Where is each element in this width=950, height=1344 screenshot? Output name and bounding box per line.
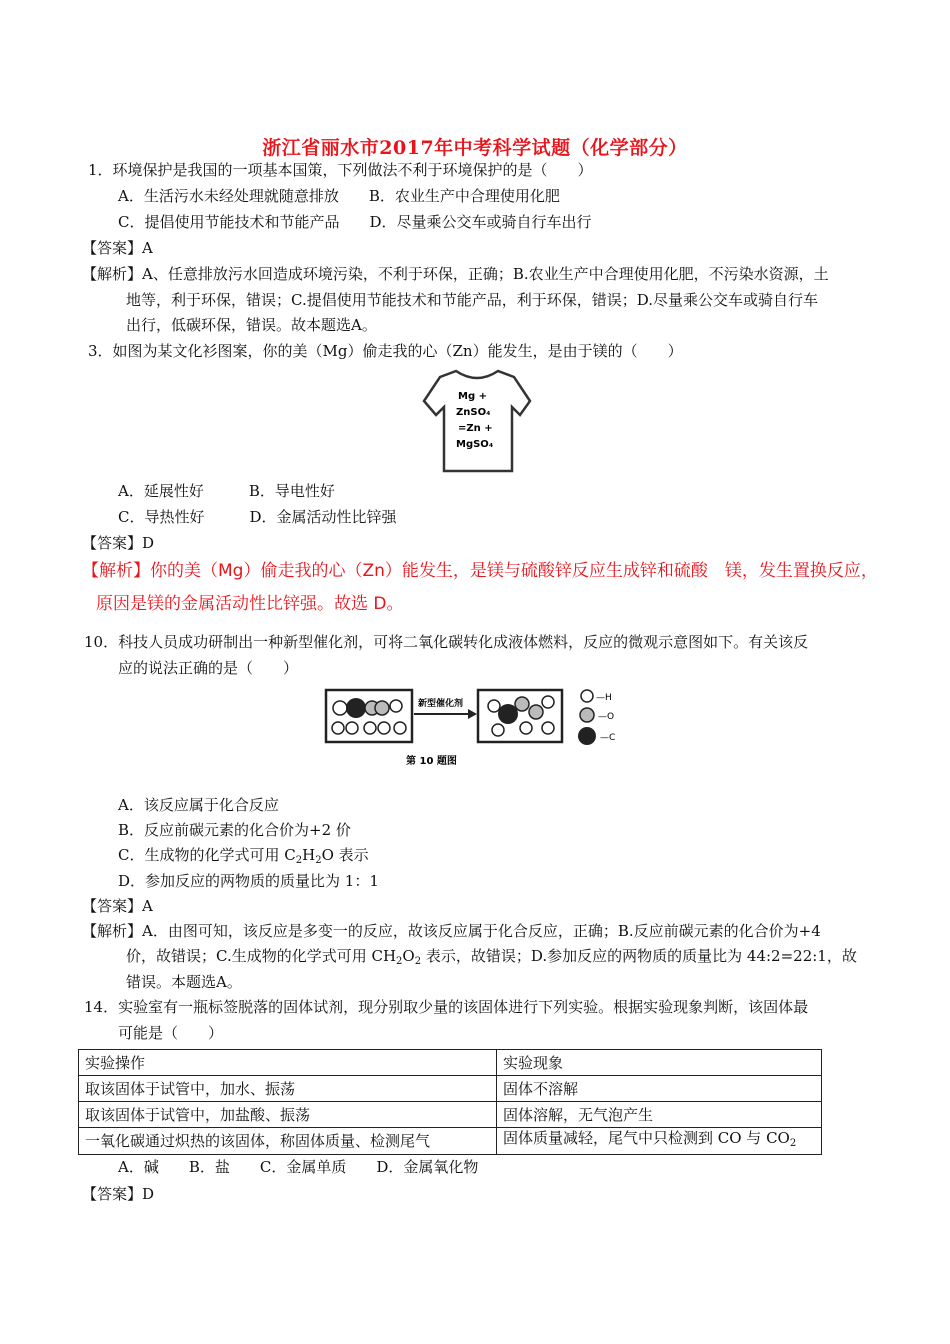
table-cell: 固体质量减轻，尾气中只检测到 CO 与 $CO_2$	[497, 1128, 822, 1155]
reaction-diagram	[322, 684, 632, 774]
q14-options: A．碱 B．盐 C．金属单质 D．金属氧化物	[118, 1158, 479, 1176]
q3-answer: 【答案】D	[82, 534, 155, 552]
table-cell: 一氧化碳通过炽热的该固体，称固体质量、检测尾气	[79, 1128, 497, 1155]
q1-stem: 1．环境保护是我国的一项基本国策，下列做法不利于环境保护的是（ ）	[88, 161, 593, 179]
table-cell: 取该固体于试管中，加盐酸、振荡	[79, 1102, 497, 1128]
q14-stem-line2: 可能是（ ）	[118, 1024, 224, 1042]
q3-options-cd: C．导热性好 D．金属活动性比锌强	[118, 508, 397, 526]
tshirt-figure	[420, 367, 532, 475]
table-row	[79, 1128, 822, 1155]
q3-analysis-line2: 原因是镁的金属活动性比锌强。故选 D。	[96, 594, 404, 614]
arrow-label: 新型催化剂	[418, 699, 464, 709]
legend-c: —C	[600, 733, 616, 743]
q10-stem-line1: 10．科技人员成功研制出一种新型催化剂，可将二氧化碳转化成液体燃料，反应的微观示意图如下。有关该反	[84, 633, 809, 651]
table-row	[79, 1076, 822, 1102]
q3-stem: 3．如图为某文化衫图案，你的美（Mg）偷走我的心（Zn）能发生，是由于镁的（ ）	[88, 342, 683, 360]
q1-options-cd: C．提倡使用节能技术和节能产品 D．尽量乘公交车或骑自行车出行	[118, 213, 592, 231]
shirt-line-3: =Zn +	[458, 423, 493, 434]
q10-stem-line2: 应的说法正确的是（ ）	[118, 659, 299, 677]
table-cell: 固体不溶解	[497, 1076, 822, 1102]
shirt-line-1: Mg +	[458, 391, 487, 402]
q10-option-c: C．生成物的化学式可用 $C_2H_2O$ 表示	[118, 846, 369, 866]
shirt-line-2: ZnSO₄	[456, 407, 491, 418]
legend-o: —O	[598, 712, 615, 722]
legend-h: —H	[596, 693, 612, 703]
q10-analysis-line1: 【解析】A．由图可知，该反应是多变一的反应，故该反应属于化合反应，正确；B.反应前碳元素的化合价为+4	[82, 922, 821, 940]
q1-options-ab: A．生活污水未经处理就随意排放 B．农业生产中合理使用化肥	[118, 187, 560, 205]
q1-answer: 【答案】A	[82, 239, 153, 257]
q14-answer: 【答案】D	[82, 1185, 155, 1203]
q10-option-d: D．参加反应的两物质的质量比为 1：1	[118, 872, 379, 890]
table-cell: 取该固体于试管中，加水、振荡	[79, 1076, 497, 1102]
q10-analysis-line3: 错误。本题选A。	[126, 973, 242, 991]
table-header: 实验现象	[497, 1050, 822, 1076]
q1-analysis-line3: 出行，低碳环保，错误。故本题选A。	[126, 316, 377, 334]
q10-option-a: A．该反应属于化合反应	[118, 796, 279, 814]
table-header: 实验操作	[79, 1050, 497, 1076]
q10-analysis-line2: 价，故错误；C.生成物的化学式可用 $CH_2O_2$ 表示，故错误；D.参加反应的两物质的质量比为 44:2=22:1，故	[126, 947, 857, 967]
q3-options-ab: A．延展性好 B．导电性好	[118, 482, 335, 500]
table-header-row	[79, 1050, 822, 1076]
q1-analysis-line2: 地等，利于环保，错误；C.提倡使用节能技术和节能产品，利于环保，错误；D.尽量乘公交车或骑自行车	[126, 291, 818, 309]
page-title: 浙江省丽水市2017年中考科学试题（化学部分）	[262, 137, 688, 159]
q1-analysis-line1: 【解析】A、任意排放污水回造成环境污染，不利于环保，正确；B.农业生产中合理使用化肥，不污染水资源，土	[82, 265, 829, 283]
q3-analysis-line1: 【解析】你的美（Mg）偷走我的心（Zn）能发生，是镁与硫酸锌反应生成锌和硫酸 镁，发生置换反应，	[82, 561, 878, 581]
table-row	[79, 1102, 822, 1128]
figure-caption: 第 10 题图	[406, 756, 457, 767]
q10-option-b: B．反应前碳元素的化合价为+2 价	[118, 821, 351, 839]
q14-stem-line1: 14．实验室有一瓶标签脱落的固体试剂，现分别取少量的该固体进行下列实验。根据实验现象判断，该固体最	[84, 998, 809, 1016]
table-cell: 固体溶解，无气泡产生	[497, 1102, 822, 1128]
q10-answer: 【答案】A	[82, 897, 153, 915]
shirt-line-4: MgSO₄	[456, 439, 494, 450]
experiment-table	[78, 1049, 822, 1155]
